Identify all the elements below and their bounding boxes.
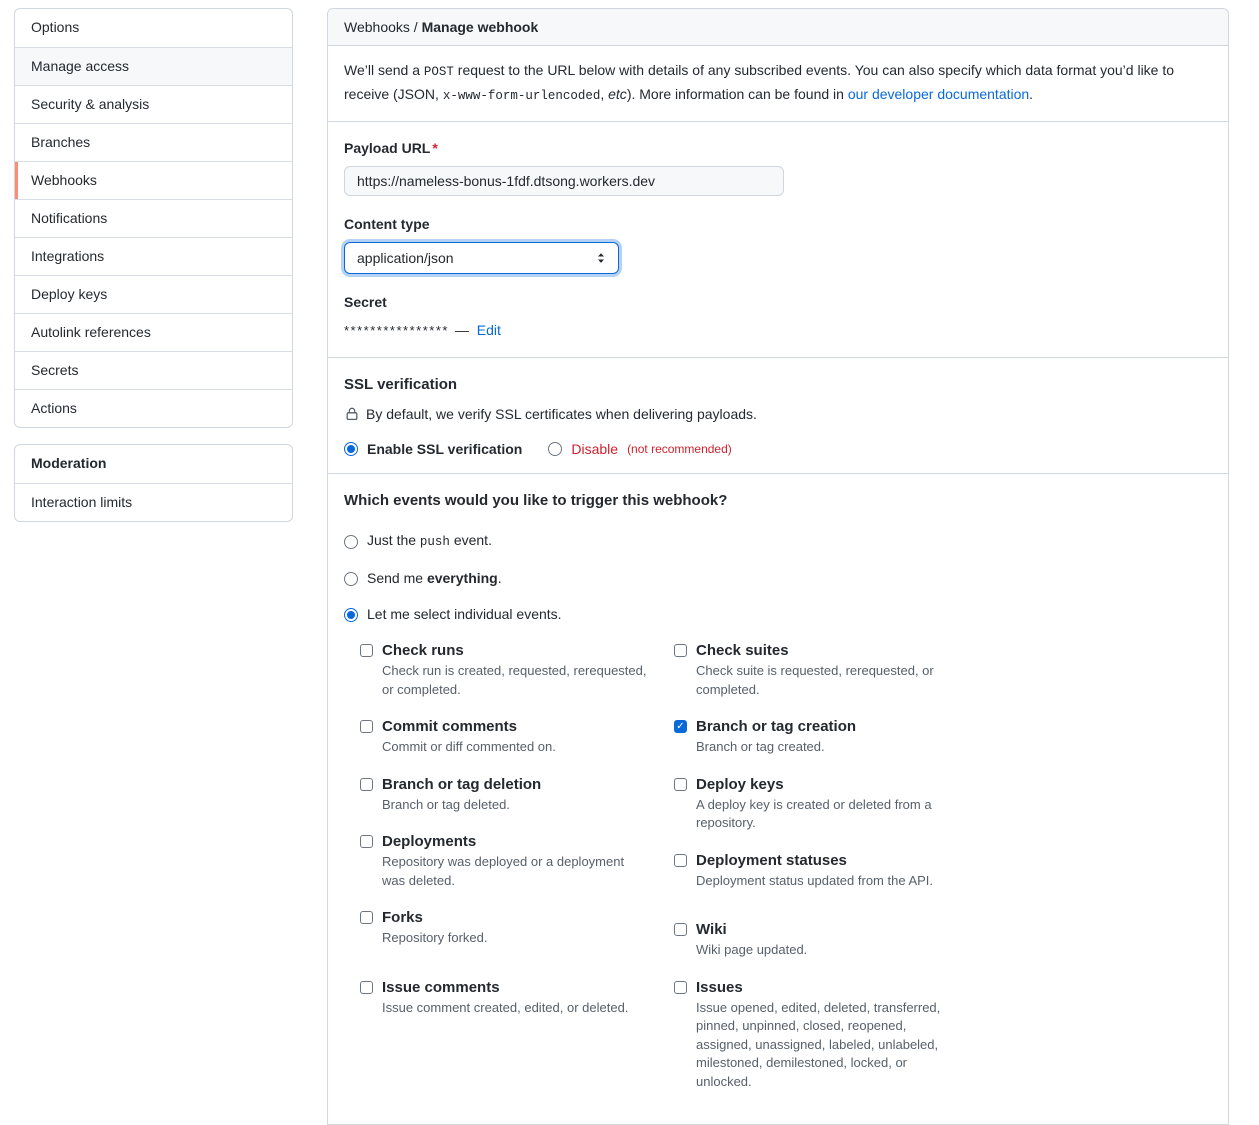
event-title[interactable]: Deployment statuses [696,851,847,869]
checkbox-check-runs[interactable] [360,644,373,657]
event-title[interactable]: Forks [382,909,423,926]
trigger-radio-group [344,530,1212,625]
event-description: Deployment status updated from the API. [696,872,934,888]
checkbox-deployment-statuses[interactable] [674,854,687,867]
sidebar-header-moderation [15,445,292,483]
event-description: Branch or tag deleted. [382,796,510,812]
trigger-option-individual[interactable] [344,604,1212,625]
event-item-branch-or-tag-creation [674,716,988,757]
event-description: Issue comment created, edited, or deleted. [382,999,629,1015]
breadcrumb [328,9,1228,46]
page-title: Manage webhook [421,19,539,35]
event-item-deployment-statuses [674,850,988,891]
event-title[interactable]: Deployments [382,833,477,850]
event-title[interactable]: Branch or tag deletion [382,775,542,793]
trigger-just-push-radio[interactable] [344,535,358,549]
event-description: Check suite is requested, rerequested, or completed. [696,663,934,697]
event-title[interactable]: Check runs [382,642,464,659]
ssl-note-row [344,404,1212,424]
label-text: event. [449,532,492,548]
payload-url-label-text: Payload URL [344,140,431,156]
label-text-bold: everything [426,570,498,586]
event-checkbox-grid [360,640,1212,1108]
event-title[interactable]: Wiki [696,921,727,938]
checkbox-wiki[interactable] [674,923,687,936]
checkbox-commit-comments[interactable] [360,720,373,733]
event-title[interactable]: Issue comments [382,978,500,996]
active-indicator-bar [15,162,18,199]
ssl-verification-section [328,358,1228,474]
required-asterisk: * [432,140,438,156]
trigger-option-label [367,568,502,589]
sidebar-item-actions[interactable] [15,389,292,427]
trigger-everything-radio[interactable] [344,572,358,586]
sidebar-item-label: Secrets [31,362,79,378]
sidebar-item-label: Actions [31,400,77,416]
sidebar-item-label: Notifications [31,210,108,226]
secret-separator: — [454,322,469,338]
intro-text: , [600,85,609,102]
secret-row [344,320,1212,341]
settings-sidebar [14,8,293,522]
event-column-left [360,640,674,1108]
select-arrows-icon [594,251,608,265]
event-title[interactable]: Commit comments [382,718,518,735]
intro-text: . [1029,85,1034,102]
secret-edit-link[interactable]: Edit [476,322,501,338]
breadcrumb-parent-link[interactable]: Webhooks [344,19,410,35]
ssl-section-title: SSL verification [344,376,458,393]
inline-code-post: POST [423,65,454,79]
sidebar-section-repo-settings [14,8,293,428]
developer-documentation-link[interactable]: our developer documentation [847,85,1030,102]
breadcrumb-separator: / [413,19,418,35]
content-type-label: Content type [344,216,430,232]
event-item-forks [360,907,674,948]
lock-icon [344,406,360,422]
trigger-option-everything[interactable] [344,568,1212,589]
event-item-check-runs [360,640,674,699]
label-text: . [497,570,502,586]
ssl-disable-radio[interactable] [548,442,562,456]
check-icon: ✓ [676,721,685,732]
sidebar-item-webhooks[interactable] [15,161,292,199]
event-title[interactable]: Issues [696,978,743,996]
intro-text: We’ll send a [344,62,424,78]
sidebar-item-branches[interactable] [15,123,292,161]
webhook-config-section [328,122,1228,358]
payload-url-input[interactable] [344,166,784,196]
content-type-select[interactable] [344,242,619,274]
sidebar-item-security-analysis[interactable] [15,85,292,123]
sidebar-item-label: Integrations [31,248,105,264]
event-item-branch-or-tag-deletion [360,774,674,815]
inline-code-urlencoded: x-www-form-urlencoded [442,88,601,103]
event-item-wiki [674,919,988,960]
event-item-issue-comments [360,977,674,1018]
event-description: Issue opened, edited, deleted, transferred, pinned, unpinned, closed, reopened, assigned, unassigned, labeled, unlabeled, milestoned, demilestoned, locked, or unlocked. [696,999,941,1089]
trigger-option-just-push[interactable] [344,530,1212,553]
sidebar-item-label: Webhooks [31,172,97,188]
ssl-disable-option[interactable] [548,441,731,457]
content-type-selected-value: application/json [357,250,454,266]
event-description: Repository forked. [382,930,488,945]
trigger-individual-radio[interactable] [344,608,358,622]
sidebar-section-title: Moderation [31,455,107,471]
checkbox-issues[interactable] [674,981,687,994]
event-description: Repository was deployed or a deployment was deleted. [382,854,625,888]
event-description: Check run is created, requested, rerequested, or completed. [382,663,647,697]
sidebar-item-notifications[interactable] [15,199,292,237]
event-description: Wiki page updated. [696,942,808,957]
event-item-issues [674,977,988,1092]
checkbox-branch-or-tag-deletion[interactable] [360,778,373,791]
ssl-radio-group [344,441,1212,457]
webhook-intro-text [328,46,1228,122]
sidebar-item-deploy-keys[interactable] [15,275,292,313]
sidebar-item-label: Deploy keys [31,286,108,302]
event-item-commit-comments [360,716,674,757]
checkbox-issue-comments[interactable] [360,981,373,994]
payload-url-label [344,138,1212,159]
sidebar-item-label: Security & analysis [31,96,150,112]
checkbox-forks[interactable] [360,911,373,924]
radio-dot [347,445,355,453]
sidebar-section-moderation [14,444,293,522]
sidebar-item-manage-access[interactable] [15,47,292,85]
sidebar-item-label: Manage access [31,58,130,74]
checkbox-deployments[interactable] [360,835,373,848]
event-title[interactable]: Branch or tag creation [696,718,857,735]
sidebar-item-autolink-references[interactable] [15,313,292,351]
checkbox-deploy-keys[interactable] [674,778,687,791]
event-item-deployments [360,831,674,890]
trigger-option-label [367,530,492,553]
checkbox-check-suites[interactable] [674,644,687,657]
trigger-question: Which events would you like to trigger this webhook? [344,492,728,509]
trigger-option-label: Let me select individual events. [367,606,562,622]
ssl-disable-note: (not recommended) [627,442,732,456]
radio-dot [347,611,355,619]
event-item-check-suites [674,640,988,699]
trigger-events-section [328,474,1228,1124]
checkbox-branch-or-tag-creation[interactable] [674,720,687,733]
event-column-right [674,640,988,1108]
sidebar-item-label: Options [31,19,80,35]
intro-etc: etc [608,85,627,102]
inline-code-push: push [419,535,450,549]
event-description: A deploy key is created or deleted from a repository. [696,796,932,830]
ssl-disable-label: Disable [571,441,619,457]
event-title[interactable]: Check suites [696,642,789,659]
intro-text: ). More information can be found in [626,85,848,102]
sidebar-item-label: Autolink references [31,324,151,340]
sidebar-item-interaction-limits[interactable] [15,483,292,521]
sidebar-item-secrets[interactable] [15,351,292,389]
event-description: Branch or tag created. [696,739,825,754]
sidebar-item-label: Interaction limits [31,494,133,510]
event-title[interactable]: Deploy keys [696,775,784,793]
label-text: Send me [367,570,427,586]
ssl-enable-label: Enable SSL verification [367,441,523,457]
intro-text: request to the URL below with details of any subscribed events. You can also specify which data format you’d like to receive (JSON, [344,62,1175,102]
secret-label: Secret [344,294,387,310]
secret-masked-value: **************** [344,323,449,338]
manage-webhook-panel [327,8,1229,1125]
ssl-enable-radio[interactable] [344,442,358,456]
sidebar-item-integrations[interactable] [15,237,292,275]
ssl-enable-option[interactable] [344,441,522,457]
label-text: Just the [367,532,420,548]
ssl-note-text: By default, we verify SSL certificates when delivering payloads. [366,406,757,422]
event-description: Commit or diff commented on. [382,739,556,754]
sidebar-item-label: Branches [31,134,91,150]
event-item-deploy-keys [674,774,988,833]
sidebar-item-options[interactable] [15,9,292,47]
